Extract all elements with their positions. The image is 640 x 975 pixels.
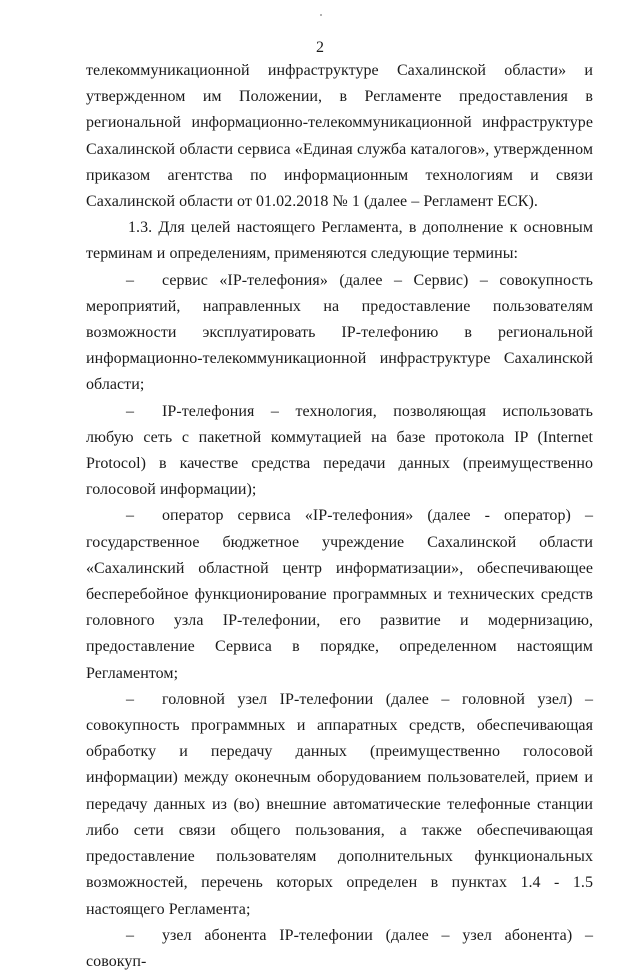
- scan-speck: [320, 14, 322, 16]
- list-dash: –: [126, 926, 135, 944]
- list-dash: –: [126, 402, 135, 420]
- document-body: [86, 58, 593, 975]
- term-text: оператор сервиса «IP-телефония» (далее - оператор) – государственное бюджетное учреждение Сахалинской области «Сахалинский областной центр информатизации», обеспечивающее бесперебойное функционирование программных и технических средств головного узла IP-телефонии, его развитие и модернизацию, предоставление Сервиса в порядке, определенном настоящим Регламентом;: [86, 507, 593, 682]
- term-item: [86, 687, 593, 923]
- term-text: сервис «IP-телефония» (далее – Сервис) – совокупность мероприятий, направленных на предоставление пользователям возможности эксплуатировать IP-телефонию в региональной информационно-телекоммуникационной инфраструктуре Сахалинской области;: [86, 271, 593, 394]
- term-item: [86, 503, 593, 686]
- term-item: [86, 399, 593, 504]
- list-dash: –: [126, 690, 135, 708]
- paragraph-1-3: 1.3. Для целей настоящего Регламента, в дополнение к основным терминам и определениям, применяются следующие термины:: [86, 219, 593, 263]
- list-dash: –: [126, 271, 135, 289]
- term-text: узел абонента IP-телефонии (далее – узел абонента) – совокуп-: [86, 926, 593, 970]
- term-text: IP-телефония – технология, позволяющая использовать любую сеть с пакетной коммутацией на базе протокола IP (Internet Protocol) в качестве средства передачи данных (преимущественно голосовой информации);: [86, 402, 593, 499]
- list-dash: –: [126, 507, 135, 525]
- term-item: [86, 268, 593, 399]
- paragraph-continuation: телекоммуникационной инфраструктуре Сахалинской области» и утвержденном им Положении, в Регламенте предоставления в региональной информационно-телекоммуникационной инфраструктуре Сахалинской области сервиса «Единая служба каталогов», утвержденном приказом агентства по информационным технологиям и связи Сахалинской области от 01.02.2018 № 1 (далее – Регламент ЕСК).: [86, 62, 593, 211]
- term-item: [86, 923, 593, 975]
- term-text: головной узел IP-телефонии (далее – головной узел) – совокупность программных и аппаратных средств, обеспечивающая обработку и передачу данных (преимущественно голосовой информации) между оконечным оборудованием пользователей, прием и передачу данных из (во) внешние автоматические телефонные станции либо сети связи общего пользования, а также обеспечивающая предоставление пользователям дополнительных функциональных возможностей, перечень которых определен в пунктах 1.4 - 1.5 настоящего Регламента;: [86, 690, 593, 918]
- page-number: 2: [316, 39, 324, 56]
